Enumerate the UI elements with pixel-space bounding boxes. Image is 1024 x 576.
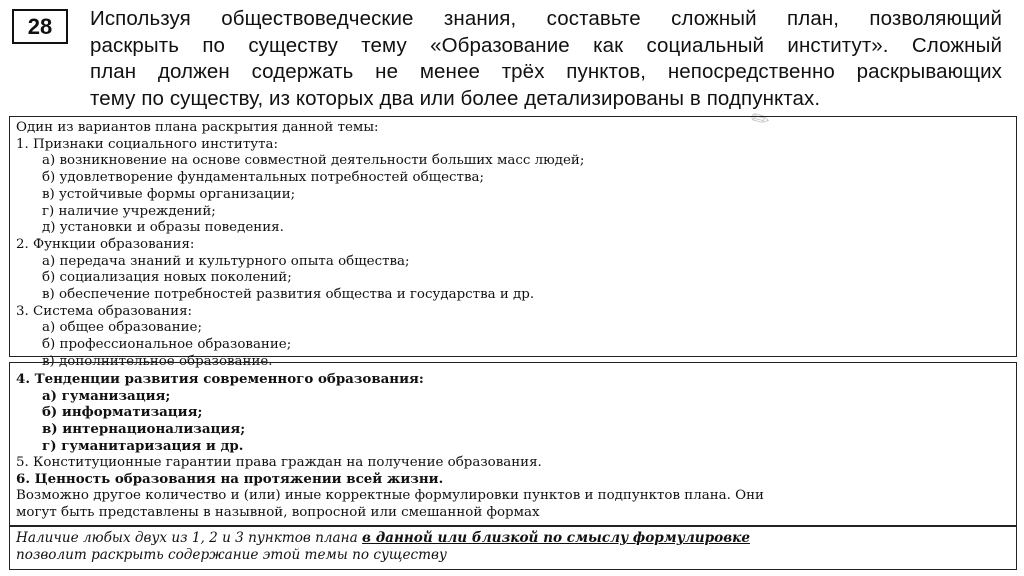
plan-intro: Один из вариантов плана раскрытия данной темы: [16,120,379,135]
grading-note [16,530,1010,564]
grading-note-box [9,526,1017,570]
plan-subitem: в) дополнительное образование. [42,353,273,369]
plan-subitem: а) гуманизация; [42,387,171,404]
plan-item-6: 6. Ценность образования на протяжении всей жизни. [16,471,444,488]
note-part2: позволит раскрыть содержание этой темы по существу [16,547,447,563]
answer-box-part1 [9,116,1017,369]
plan-subitem: д) установки и образы поведения. [42,220,284,236]
plan-subitem: а) передача знаний и культурного опыта общества; [42,253,410,269]
plan-item-4-title: 4. Тенденции развития современного образования: [16,371,424,387]
plan-subitem: г) гуманитаризация и др. [42,437,244,454]
final-line: Возможно другое количество и (или) иные корректные формулировки пунктов и подпунктов плана. Они [16,487,764,503]
plan-list-part1 [16,120,584,371]
plan-subitem: а) общее образование; [42,320,202,336]
plan-item-1-title: 1. Признаки социального института: [16,136,279,152]
task-line: план должен содержать не менее трёх пунктов, непосредственно раскрывающих [90,60,1002,83]
task-statement [90,6,1002,112]
plan-subitem: г) наличие учреждений; [42,203,216,219]
task-number: 28 [12,9,68,44]
plan-subitem: б) социализация новых поколений; [42,270,292,286]
plan-subitem: б) информатизация; [42,404,203,421]
watermark-mark: ✎ [746,104,776,136]
plan-subitem: в) интернационализация; [42,421,246,438]
plan-subitem: а) возникновение на основе совместной деятельности больших масс людей; [42,153,585,169]
task-line: Используя обществоведческие знания, составьте сложный план, позволяющий [90,7,1002,30]
note-emphasis: в данной или близкой по смыслу формулировке [362,530,750,546]
plan-subitem: в) обеспечение потребностей развития общества и государства и др. [42,287,535,303]
plan-subitem: б) удовлетворение фундаментальных потребностей общества; [42,170,484,186]
plan-list-part2 [16,371,764,521]
plan-item-2-title: 2. Функции образования: [16,236,195,252]
task-line: тему по существу, из которых два или более детализированы в подпунктах. [90,86,821,110]
final-line: могут быть представлены в назывной, вопросной или смешанной формах [16,504,540,520]
plan-item-3-title: 3. Система образования: [16,303,193,319]
alternative-formulations-note [16,488,764,521]
answer-box-part2 [9,362,1017,526]
plan-subitem: в) устойчивые формы организации; [42,186,296,202]
plan-subitem: б) профессиональное образование; [42,337,292,353]
note-part1: Наличие любых двух из 1, 2 и 3 пунктов плана [16,530,358,546]
task-line: раскрыть по существу тему «Образование как социальный институт». Сложный [90,33,1002,57]
plan-item-5: 5. Конституционные гарантии права граждан на получение образования. [16,454,542,470]
